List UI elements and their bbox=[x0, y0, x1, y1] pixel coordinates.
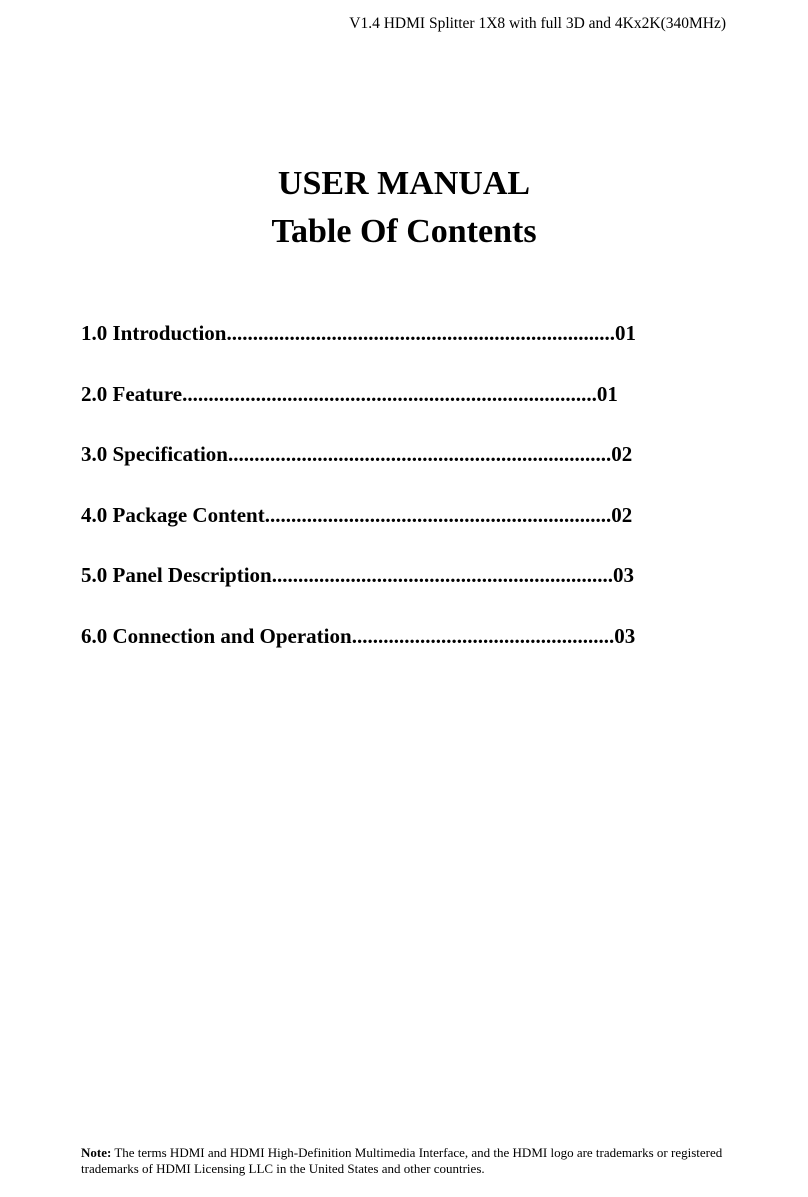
toc-dot-leader: .................................................................. bbox=[264, 502, 612, 527]
toc-entry-panel-description bbox=[81, 557, 741, 618]
note-text: The terms HDMI and HDMI High-Definition Multimedia Interface, and the HDMI logo are trademarks or registered trademarks of HDMI Licensing LLC in the United States and other countries. bbox=[81, 1145, 723, 1176]
toc-dot-leader: ......................................................................... bbox=[228, 442, 612, 466]
document-title: USER MANUAL bbox=[277, 165, 531, 202]
running-header: V1.4 HDMI Splitter 1X8 with full 3D and 4Kx2K(340MHz) bbox=[349, 15, 726, 32]
table-of-contents bbox=[81, 315, 741, 678]
toc-dot-leader: .......................................................................... bbox=[226, 321, 615, 345]
toc-page-number: 03 bbox=[612, 563, 634, 587]
toc-entry-label: 3.0 Specification bbox=[81, 442, 228, 466]
toc-entry-connection-operation bbox=[81, 618, 741, 679]
toc-dot-leader: .................................................. bbox=[351, 623, 615, 648]
toc-page-number: 01 bbox=[596, 381, 618, 406]
toc-page-number: 01 bbox=[614, 321, 636, 345]
toc-entry-specification bbox=[81, 436, 741, 497]
toc-entry-label: 4.0 Package Content bbox=[81, 502, 265, 527]
toc-page-number: 03 bbox=[614, 623, 636, 648]
title-block bbox=[0, 160, 808, 256]
toc-page-number: 02 bbox=[611, 502, 633, 527]
trademark-note bbox=[81, 1145, 741, 1177]
toc-entry-label: 6.0 Connection and Operation bbox=[81, 623, 352, 648]
toc-page-number: 02 bbox=[611, 442, 633, 466]
toc-dot-leader: ............................................................................... bbox=[182, 381, 597, 406]
toc-entry-label: 5.0 Panel Description bbox=[81, 563, 272, 587]
toc-entry-feature bbox=[81, 376, 741, 437]
toc-entry-label: 1.0 Introduction bbox=[81, 321, 227, 345]
toc-heading: Table Of Contents bbox=[271, 213, 537, 250]
toc-entry-introduction bbox=[81, 315, 741, 376]
toc-dot-leader: ................................................................. bbox=[271, 563, 613, 587]
note-label: Note: bbox=[81, 1145, 112, 1160]
toc-entry-package-content bbox=[81, 497, 741, 558]
toc-entry-label: 2.0 Feature bbox=[81, 381, 183, 406]
